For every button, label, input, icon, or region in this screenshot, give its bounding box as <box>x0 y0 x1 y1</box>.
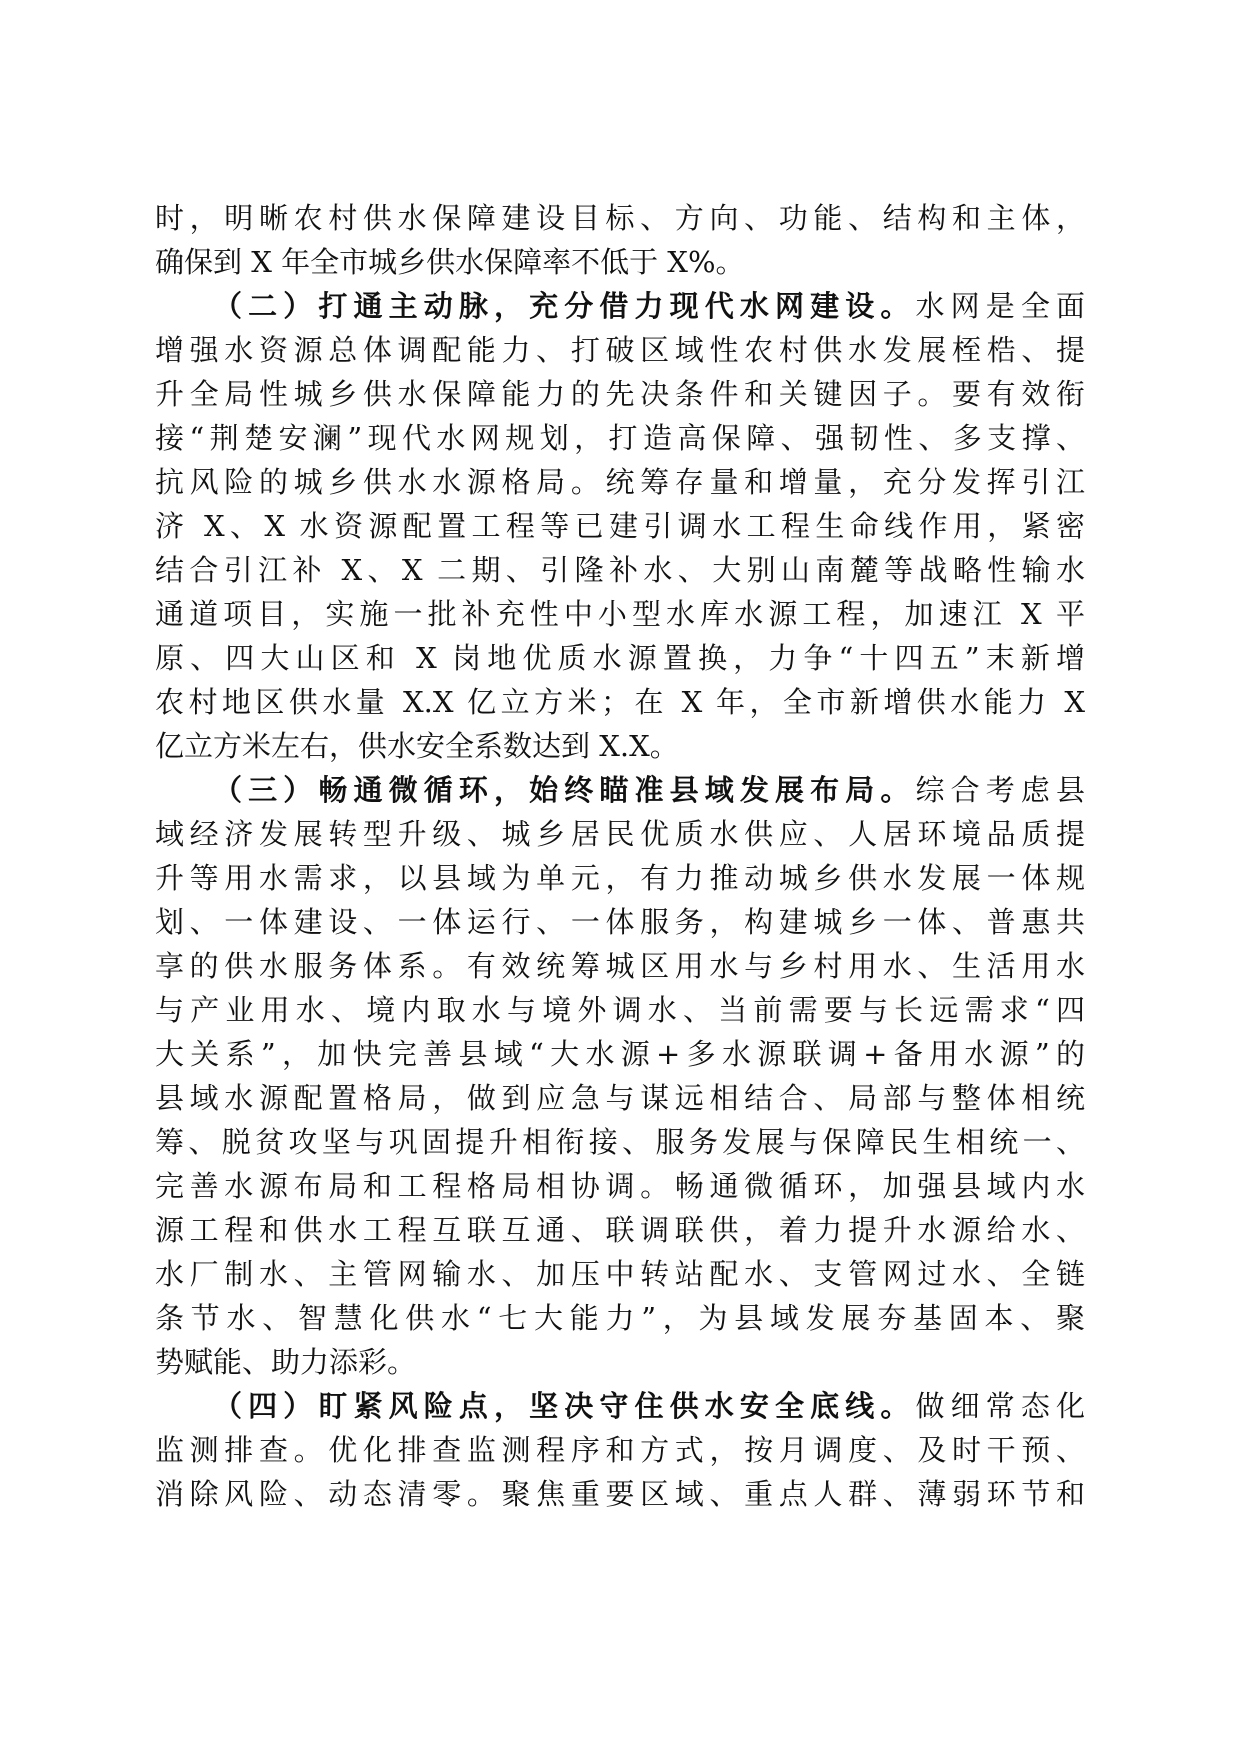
text-line: 升全局性城乡供水保障能力的先决条件和关键因子。要有效衔 <box>155 377 1085 411</box>
text-run: 做细常态化 <box>915 1389 1085 1423</box>
text-line: 大关系”，加快完善县域“大水源+多水源联调+备用水源”的 <box>155 1037 1085 1071</box>
paragraph-section-2 <box>155 284 1085 768</box>
text-line: 消除风险、动态清零。聚焦重要区域、重点人群、薄弱环节和 <box>155 1477 1085 1511</box>
paragraph-section-4 <box>155 1384 1085 1516</box>
text-line: 通道项目，实施一批补充性中小型水库水源工程，加速江 X 平 <box>155 597 1085 631</box>
text-line: 接“荆楚安澜”现代水网规划，打造高保障、强韧性、多支撑、 <box>155 421 1085 455</box>
paragraph-continuation <box>155 196 1085 284</box>
text-line: 条节水、智慧化供水“七大能力”，为县域发展夯基固本、聚 <box>155 1301 1085 1335</box>
text-line: 农村地区供水量 X.X 亿立方米；在 X 年，全市新增供水能力 X <box>155 685 1085 719</box>
text-line: 确保到 X 年全市城乡供水保障率不低于 X%。 <box>155 245 745 279</box>
text-line: 势赋能、助力添彩。 <box>155 1345 417 1379</box>
text-line: 抗风险的城乡供水水源格局。统筹存量和增量，充分发挥引江 <box>155 465 1085 499</box>
text-line: 与产业用水、境内取水与境外调水、当前需要与长远需求“四 <box>155 993 1085 1027</box>
text-line: 时，明晰农村供水保障建设目标、方向、功能、结构和主体， <box>155 201 1085 235</box>
text-line: 济 X、X 水资源配置工程等已建引调水工程生命线作用，紧密 <box>155 509 1085 543</box>
text-line: 筹、脱贫攻坚与巩固提升相衔接、服务发展与保障民生相统一、 <box>155 1125 1085 1159</box>
text-line <box>155 1384 1085 1428</box>
text-line: 完善水源布局和工程格局相协调。畅通微循环，加强县域内水 <box>155 1169 1085 1203</box>
text-line: 监测排查。优化排查监测程序和方式，按月调度、及时干预、 <box>155 1433 1085 1467</box>
text-line: 结合引江补 X、X 二期、引隆补水、大别山南麓等战略性输水 <box>155 553 1085 587</box>
section-heading: （二）打通主动脉，充分借力现代水网建设。 <box>213 289 916 323</box>
text-run: 综合考虑县 <box>915 773 1085 807</box>
text-line: 域经济发展转型升级、城乡居民优质水供应、人居环境品质提 <box>155 817 1085 851</box>
document-body <box>155 196 1085 1516</box>
text-line: 县域水源配置格局，做到应急与谋远相结合、局部与整体相统 <box>155 1081 1085 1115</box>
text-line: 亿立方米左右，供水安全系数达到 X.X。 <box>155 729 679 763</box>
text-line <box>155 284 1085 328</box>
section-heading: （三）畅通微循环，始终瞄准县域发展布局。 <box>213 773 916 807</box>
text-line: 享的供水服务体系。有效统筹城区用水与乡村用水、生活用水 <box>155 949 1085 983</box>
text-line: 水厂制水、主管网输水、加压中转站配水、支管网过水、全链 <box>155 1257 1085 1291</box>
text-line <box>155 768 1085 812</box>
text-line: 源工程和供水工程互联互通、联调联供，着力提升水源给水、 <box>155 1213 1085 1247</box>
text-line: 增强水资源总体调配能力、打破区域性农村供水发展桎梏、提 <box>155 333 1085 367</box>
text-line: 原、四大山区和 X 岗地优质水源置换，力争“十四五”末新增 <box>155 641 1085 675</box>
text-line: 升等用水需求，以县域为单元，有力推动城乡供水发展一体规 <box>155 861 1085 895</box>
section-heading: （四）盯紧风险点，坚决守住供水安全底线。 <box>213 1389 916 1423</box>
paragraph-section-3 <box>155 768 1085 1384</box>
text-line: 划、一体建设、一体运行、一体服务，构建城乡一体、普惠共 <box>155 905 1085 939</box>
text-run: 水网是全面 <box>915 289 1085 323</box>
